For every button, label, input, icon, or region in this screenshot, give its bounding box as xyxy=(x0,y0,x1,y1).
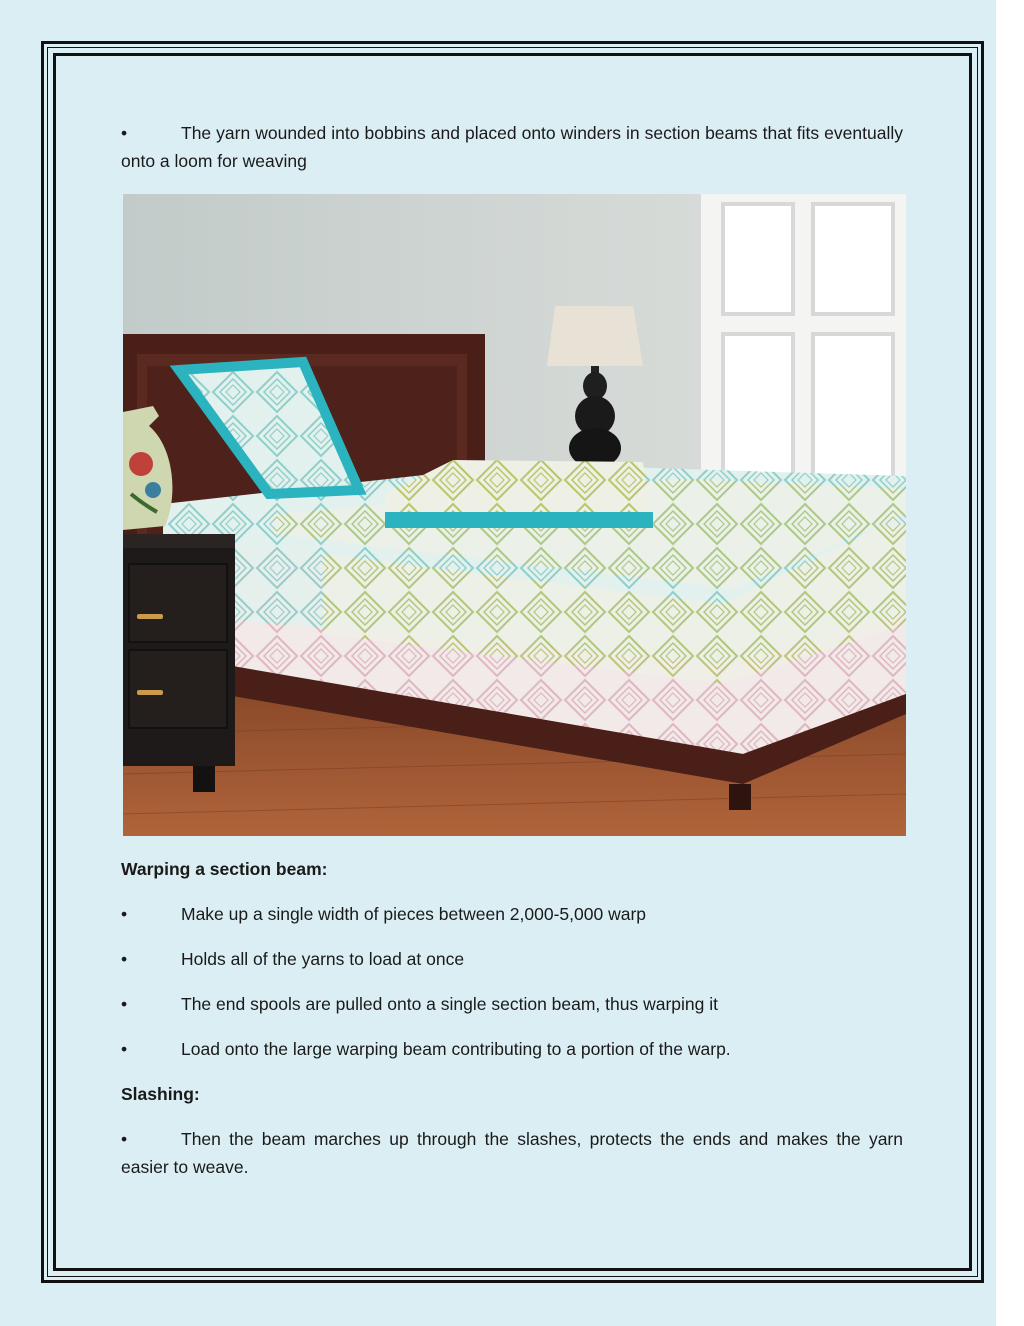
warping-bullet-3: • xyxy=(121,994,128,1014)
intro-paragraph xyxy=(121,119,903,175)
slashing-text-1: Then the beam marches up through the slashes, protects the ends and makes the yarn easier to weave. xyxy=(121,1129,903,1177)
warping-item-2 xyxy=(121,945,903,973)
intro-text: The yarn wounded into bobbins and placed onto winders in section beams that fits eventually onto a loom for weaving xyxy=(121,123,903,171)
warping-bullet-2: • xyxy=(121,949,128,969)
intro-bullet: • xyxy=(121,123,128,143)
warping-item-4 xyxy=(121,1035,903,1063)
warping-bullet-1: • xyxy=(121,904,128,924)
slashing-heading: Slashing: xyxy=(121,1084,200,1104)
slashing-bullet-1: • xyxy=(121,1129,128,1149)
warping-text-1: Make up a single width of pieces between 2,000-5,000 warp xyxy=(181,904,647,924)
slashing-item-1 xyxy=(121,1125,903,1181)
warping-bullet-4: • xyxy=(121,1039,128,1059)
warping-item-3 xyxy=(121,990,903,1018)
warping-text-3: The end spools are pulled onto a single section beam, thus warping it xyxy=(181,994,718,1014)
warping-heading: Warping a section beam: xyxy=(121,859,328,879)
warping-text-4: Load onto the large warping beam contributing to a portion of the warp. xyxy=(181,1039,731,1059)
bedroom-photo xyxy=(123,194,906,836)
bedroom-illustration xyxy=(123,194,906,836)
warping-text-2: Holds all of the yarns to load at once xyxy=(181,949,465,969)
warping-item-1 xyxy=(121,900,903,928)
